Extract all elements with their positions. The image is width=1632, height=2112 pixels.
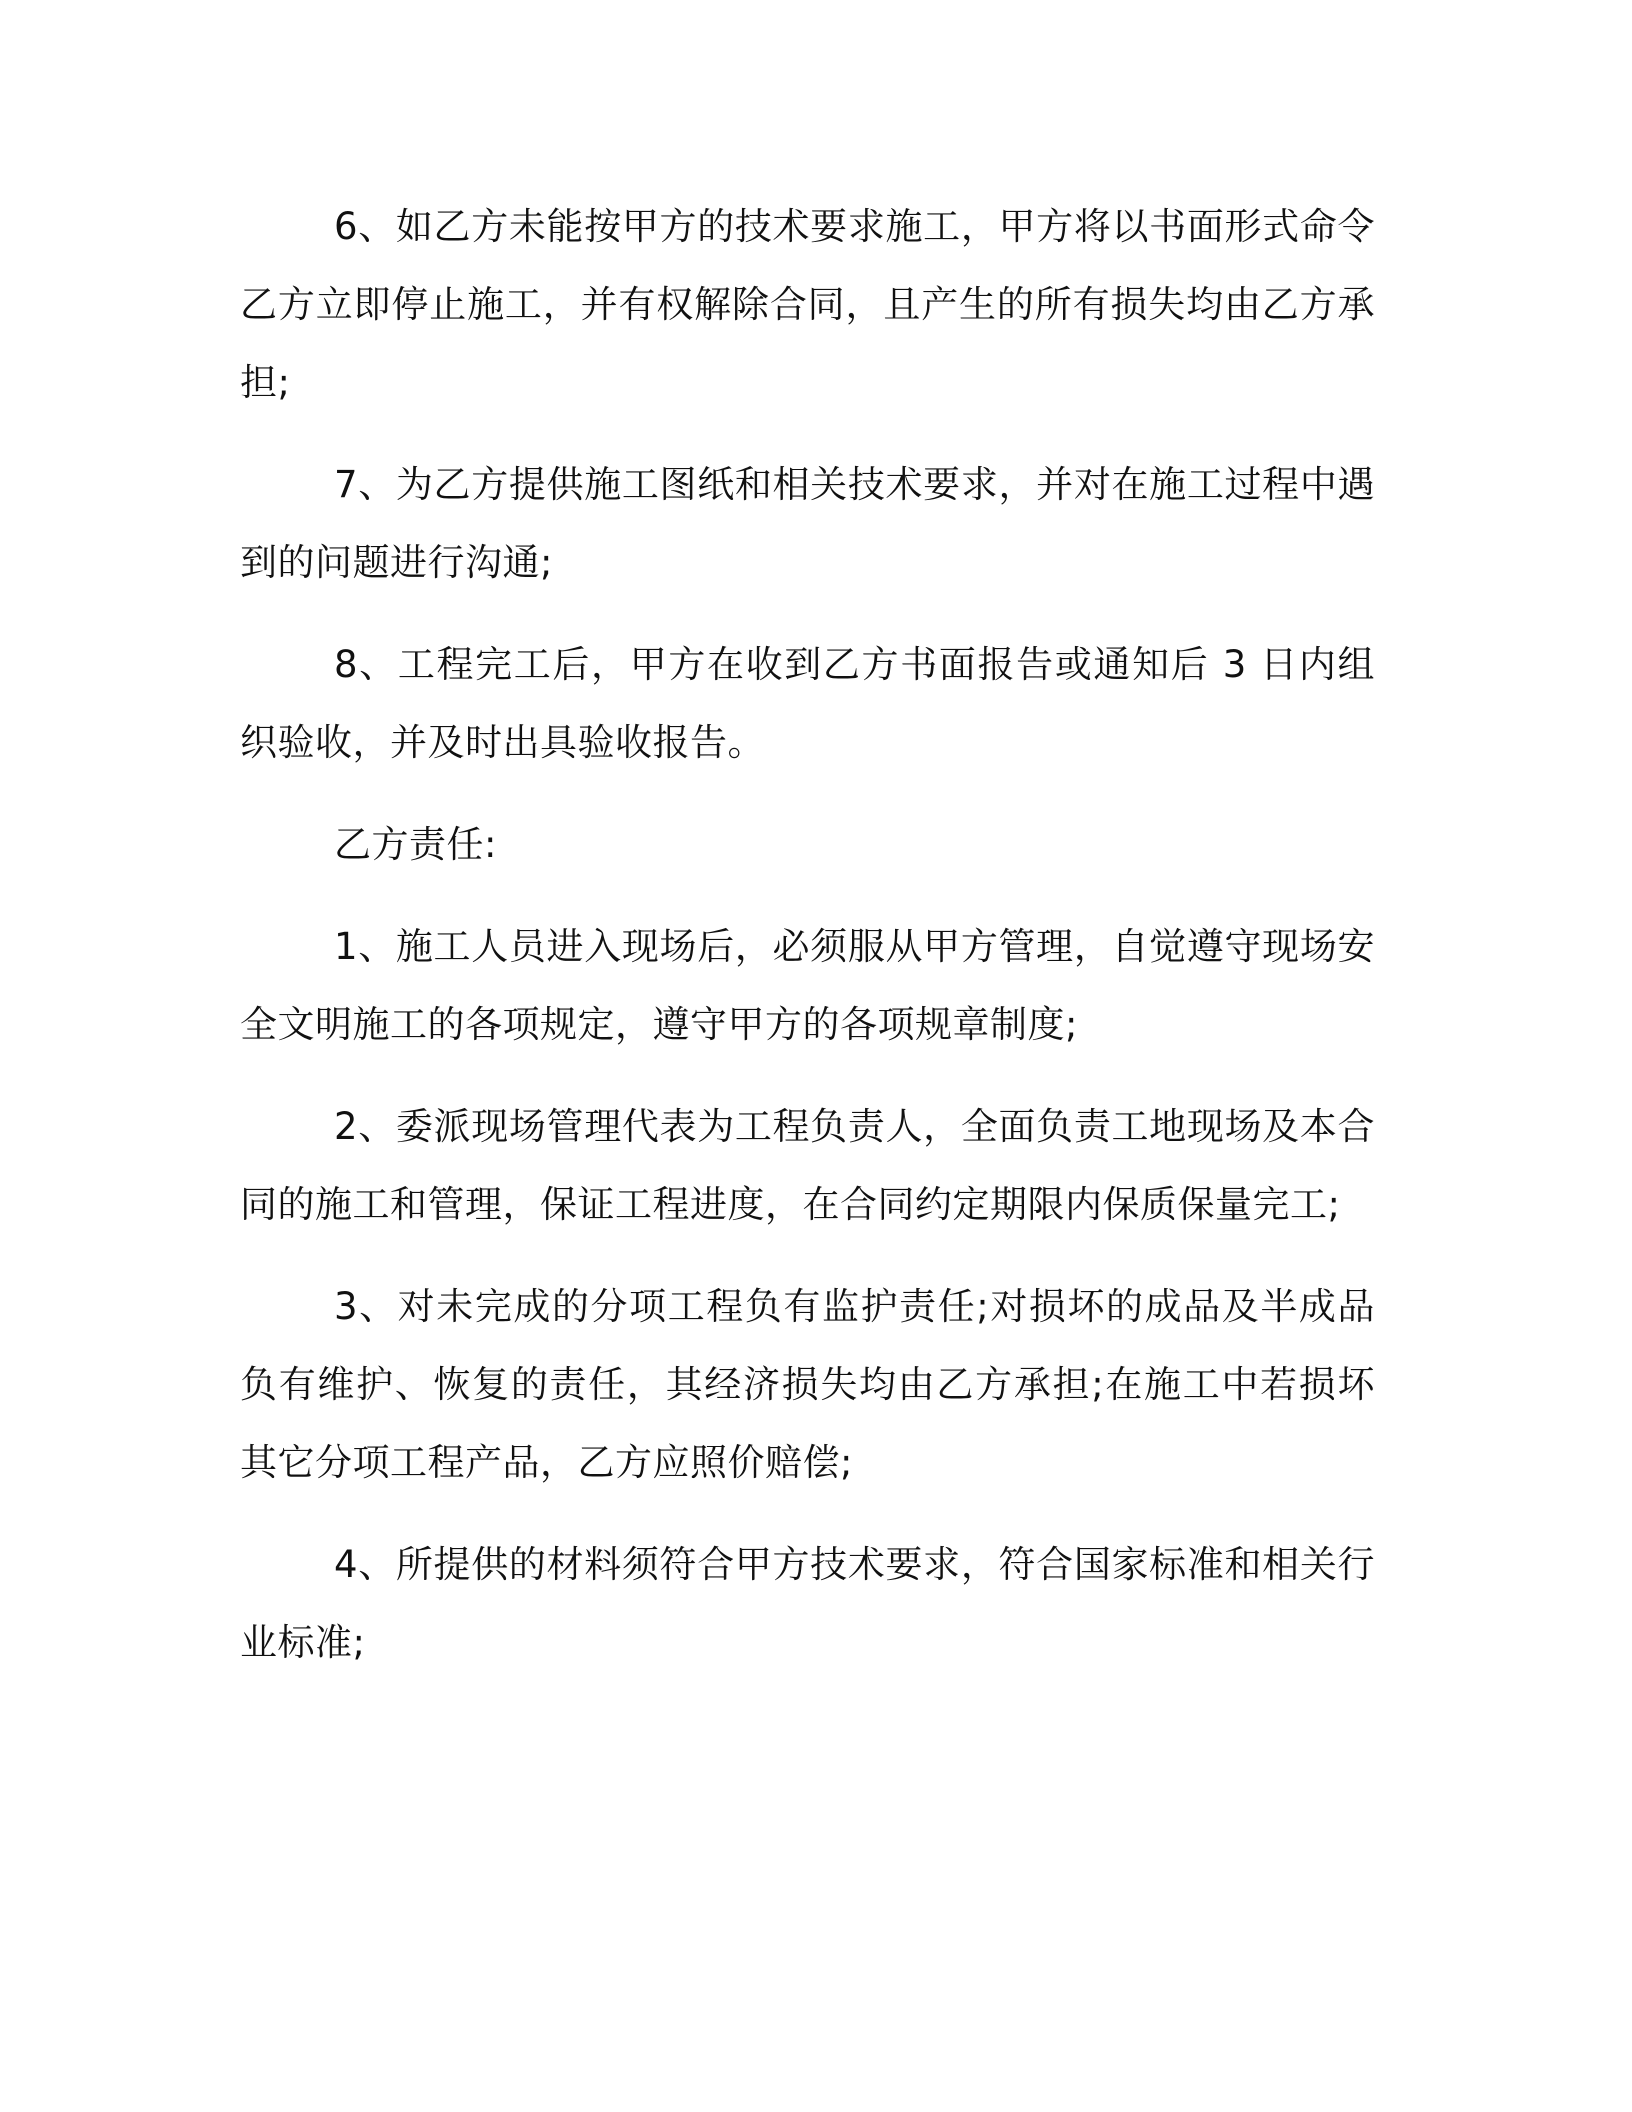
document-body [240, 188, 1375, 1706]
paragraph-6-party-a-duty: 6、如乙方未能按甲方的技术要求施工，甲方将以书面形式命令乙方立即停止施工，并有权解除合同，且产生的所有损失均由乙方承担; [240, 205, 1375, 404]
paragraph-1-party-b-duty: 1、施工人员进入现场后，必须服从甲方管理，自觉遵守现场安全文明施工的各项规定，遵守甲方的各项规章制度; [240, 925, 1375, 1046]
paragraph-3-party-b-duty: 3、对未完成的分项工程负有监护责任;对损坏的成品及半成品负有维护、恢复的责任，其经济损失均由乙方承担;在施工中若损坏其它分项工程产品，乙方应照价赔偿; [240, 1285, 1375, 1484]
paragraph-8-party-a-duty: 8、工程完工后，甲方在收到乙方书面报告或通知后 3 日内组织验收，并及时出具验收报告。 [240, 643, 1375, 764]
paragraph-2-party-b-duty: 2、委派现场管理代表为工程负责人，全面负责工地现场及本合同的施工和管理，保证工程进度，在合同约定期限内保质保量完工; [240, 1105, 1375, 1226]
section-heading-party-b-responsibility: 乙方责任: [334, 823, 497, 866]
paragraph-7-party-a-duty: 7、为乙方提供施工图纸和相关技术要求，并对在施工过程中遇到的问题进行沟通; [240, 463, 1375, 584]
paragraph-4-party-b-duty: 4、所提供的材料须符合甲方技术要求，符合国家标准和相关行业标准; [240, 1543, 1375, 1664]
